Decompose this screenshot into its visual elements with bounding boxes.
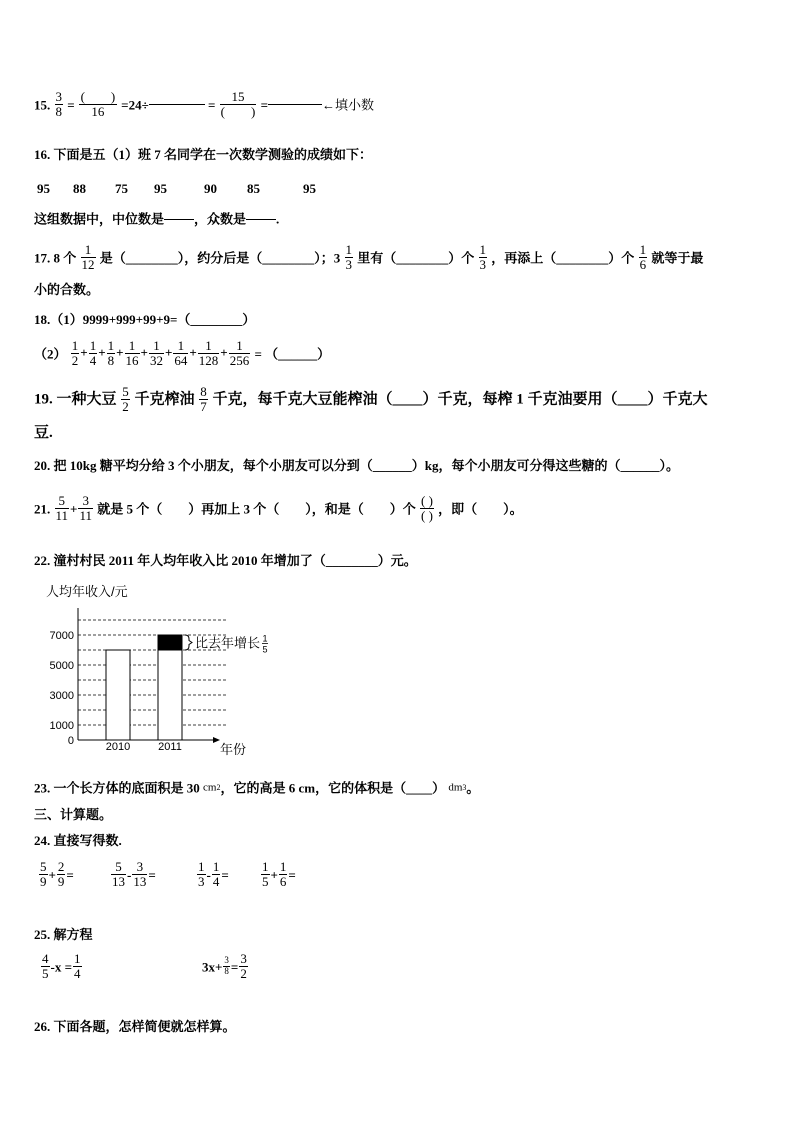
fraction: $\frac{1}{64}$: [174, 338, 188, 369]
fraction: $\frac{5}{2}$: [122, 384, 129, 415]
q16-question: 这组数据中，中位数是 ，众数是 .: [34, 211, 280, 227]
q16-scores: 95 88 75 95 90 85 95: [37, 180, 316, 196]
fraction: $\frac{8}{7}$: [200, 384, 207, 415]
y-tick-label: 5000: [49, 660, 74, 672]
fraction: $\frac{1}{12}$: [81, 242, 95, 273]
q19-line: 19. 一种大豆 $\frac{5}{2}$ 千克榨油 $\frac{8}{7}$ 千克，每千克大豆能榨油（____）千克，每榨 1 千克油要用（____）千克大: [34, 384, 708, 415]
q18-line1: 18.（1）9999+999+99+9=（________）: [34, 312, 256, 327]
q15-line: 15. $\frac{3}{8}$ = $\frac{( )}{16}$ =24÷ = $\frac{15}{( )}$ = ←填小数: [34, 89, 374, 120]
fraction: $\frac{3}{8}$: [55, 89, 62, 120]
fraction: $\frac{( )}{16}$: [80, 89, 116, 120]
q24-title: 24. 直接写得数.: [34, 833, 122, 848]
fraction: $\frac{1}{4}$: [89, 338, 97, 369]
fraction: $\frac{3}{11}$: [79, 493, 92, 524]
y-tick-label: 0: [67, 735, 74, 747]
fraction: $\frac{( )}{( )}$: [421, 493, 433, 524]
q19-line2: 豆.: [34, 425, 53, 441]
fraction: $\frac{1}{16}$: [125, 338, 139, 369]
bar-increase-segment: [158, 635, 182, 650]
fraction: $\frac{1}{2}$: [71, 338, 79, 369]
fraction: $\frac{1}{8}$: [107, 338, 115, 369]
q25-title: 25. 解方程: [34, 927, 93, 942]
q18-line2: （2） $\frac{1}{2}$ + $\frac{1}{4}$ + $\frac{1}{8}$ + $\frac{1}{16}$ + $\frac{1}{32}$ + $\frac{1}{64}$ + $\frac{1}{128}$ + $\frac{1}{256}$ = （______）: [34, 338, 331, 369]
bar-2011: [158, 650, 182, 740]
q24-item-1: $\frac{5}{9}$ + $\frac{2}{9}$ =: [40, 859, 74, 890]
q21-line: 21. $\frac{5}{11}$ + $\frac{3}{11}$ 就是 5 个（ ）再加上 3 个（ ），和是（ ）个 $\frac{( )}{( )}$ ，即（ ）。: [34, 493, 523, 524]
fraction: $\frac{1}{32}$: [149, 338, 163, 369]
q24-item-4: $\frac{1}{5}$ + $\frac{1}{6}$ =: [262, 859, 296, 890]
section-title: 三、计算题。: [34, 807, 113, 822]
q24-item-3: $\frac{1}{3}$ - $\frac{1}{4}$ =: [198, 859, 229, 890]
answer-blank[interactable]: [164, 219, 194, 220]
answer-blank[interactable]: [268, 104, 322, 105]
fraction: $\frac{1}{6}$: [639, 242, 647, 273]
fraction: $\frac{1}{3}$: [479, 242, 487, 273]
q24-item-2: $\frac{5}{13}$ - $\frac{3}{13}$ =: [112, 859, 156, 890]
x-axis-arrow: [213, 737, 220, 743]
q17-line2: 小的合数。: [34, 282, 100, 297]
q23-line: 23. 一个长方体的底面积是 30 cm2，它的高是 6 cm，它的体积是（____） dm3。: [34, 780, 480, 796]
fraction: $\frac{1}{3}$: [345, 242, 353, 273]
fraction: $\frac{15}{( )}$: [220, 89, 256, 120]
x-tick-label: 2010: [105, 741, 131, 753]
y-tick-label: 7000: [49, 630, 74, 642]
q20-line: 20. 把 10kg 糖平均分给 3 个小朋友，每个小朋友可以分到（______）kg，每个小朋友可分得这些糖的（______）。: [34, 458, 679, 473]
answer-blank[interactable]: [246, 219, 276, 220]
q25-eq2: 3x+ $\frac{3}{8}$ = $\frac{3}{2}$: [202, 951, 247, 982]
brace-icon: [185, 635, 192, 650]
fraction: $\frac{1}{128}$: [198, 338, 219, 369]
q26-title: 26. 下面各题，怎样简便就怎样算。: [34, 1019, 236, 1034]
chart-ylabel: 人均年收入/元: [46, 584, 128, 599]
y-tick-label: 1000: [49, 720, 74, 732]
income-bar-chart: [30, 576, 268, 758]
fraction: $\frac{1}{256}$: [229, 338, 250, 369]
q22-line: 22. 潼村村民 2011 年人均年收入比 2010 年增加了（________）元。: [34, 553, 417, 568]
y-tick-label: 3000: [49, 690, 74, 702]
chart-xlabel: 年份: [220, 742, 247, 757]
annotation-fraction-den: 5: [262, 644, 268, 655]
annotation-text: 比去年增长: [195, 635, 261, 651]
x-tick-label: 2011: [158, 741, 182, 753]
fraction: $\frac{5}{11}$: [55, 493, 69, 524]
bar-2010: [106, 650, 130, 740]
q25-eq1: $\frac{4}{5}$ -x = $\frac{1}{4}$: [42, 951, 81, 982]
q17-line: 17. 8 个 $\frac{1}{12}$ 是（________），约分后是（________）；3 $\frac{1}{3}$ 里有（________）个 $\frac{1}{3}$ ，再添上（________）个 $\frac{1}{6}$ 就等于最: [34, 242, 704, 273]
answer-blank[interactable]: [149, 104, 205, 105]
annotation-fraction-num: 1: [262, 633, 268, 644]
q16-intro: 16. 下面是五（1）班 7 名同学在一次数学测验的成绩如下：: [34, 147, 373, 162]
